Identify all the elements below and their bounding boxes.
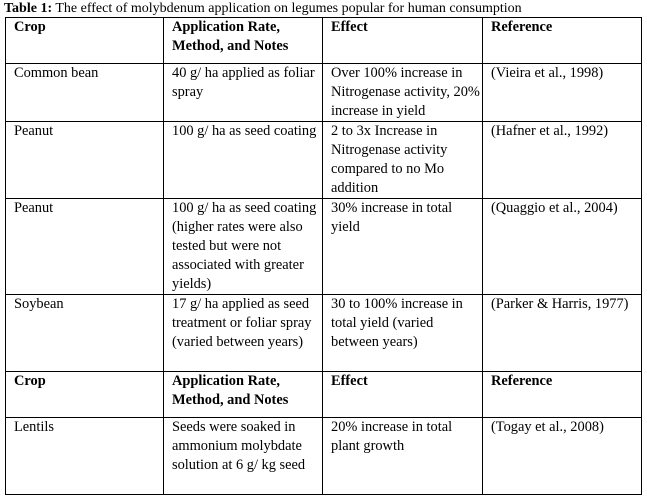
header-effect: Effect	[323, 372, 483, 418]
header-crop: Crop	[6, 18, 164, 64]
table-row	[6, 64, 642, 122]
cell-crop: Common bean	[6, 64, 164, 122]
table-header-row	[6, 18, 642, 64]
cell-application: 100 g/ ha as seed coating (higher rates were also tested but were not associated with greater yields)	[164, 199, 323, 295]
table-caption	[4, 1, 522, 17]
cell-application: 100 g/ ha as seed coating	[164, 122, 323, 199]
cell-effect: Over 100% increase in Nitrogenase activity, 20% increase in yield	[323, 64, 483, 122]
table-row	[6, 418, 642, 495]
cell-application: 17 g/ ha applied as seed treatment or foliar spray (varied between years)	[164, 295, 323, 372]
cell-reference: (Hafner et al., 1992)	[483, 122, 642, 199]
cell-crop: Soybean	[6, 295, 164, 372]
cell-effect: 20% increase in total plant growth	[323, 418, 483, 495]
cell-application: Seeds were soaked in ammonium molybdate solution at 6 g/ kg seed	[164, 418, 323, 495]
cell-effect: 2 to 3x Increase in Nitrogenase activity compared to no Mo addition	[323, 122, 483, 199]
header-effect: Effect	[323, 18, 483, 64]
table-caption-text: The effect of molybdenum application on legumes popular for human consumption	[52, 1, 522, 16]
header-crop: Crop	[6, 372, 164, 418]
cell-reference: (Togay et al., 2008)	[483, 418, 642, 495]
header-application: Application Rate, Method, and Notes	[164, 18, 323, 64]
header-application: Application Rate, Method, and Notes	[164, 372, 323, 418]
table-caption-label: Table 1:	[4, 1, 53, 16]
table-header-row-repeat	[6, 372, 642, 418]
cell-effect: 30% increase in total yield	[323, 199, 483, 295]
header-reference: Reference	[483, 18, 642, 64]
legume-molybdenum-table	[5, 17, 642, 495]
cell-crop: Peanut	[6, 122, 164, 199]
cell-reference: (Vieira et al., 1998)	[483, 64, 642, 122]
cell-crop: Peanut	[6, 199, 164, 295]
cell-effect: 30 to 100% increase in total yield (varied between years)	[323, 295, 483, 372]
cell-application: 40 g/ ha applied as foliar spray	[164, 64, 323, 122]
cell-reference: (Quaggio et al., 2004)	[483, 199, 642, 295]
cell-reference: (Parker & Harris, 1977)	[483, 295, 642, 372]
header-reference: Reference	[483, 372, 642, 418]
table-row	[6, 295, 642, 372]
cell-crop: Lentils	[6, 418, 164, 495]
table-row	[6, 199, 642, 295]
table-row	[6, 122, 642, 199]
